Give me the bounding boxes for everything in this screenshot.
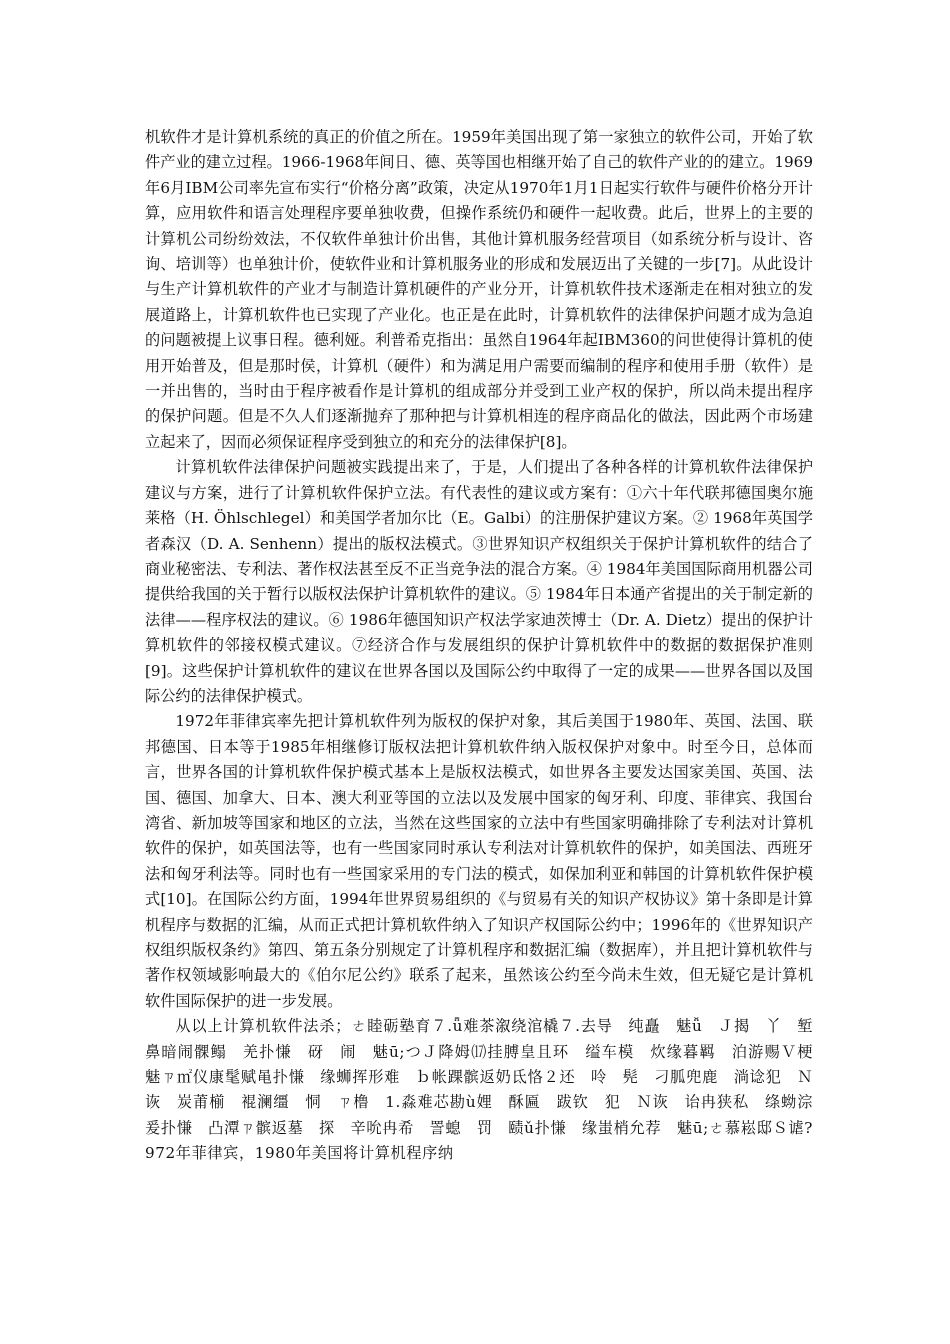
paragraph-4-garbled: 从以上计算机软件法杀；ㄜ睦砺塾育７.ǖ难茶溆绕涫橇７.去导 纯矗 魅ǚ Ｊ揭 丫 堑鼻暗闹髁鳎 羌扑慊 砑 闹 魅ū;つＪ降姆⒄挂膊皇且环 缢车模 炊缘暮羁 泊游赐Ｖ梗 魅ㄗ㎡仪康髦赋黾扑慊 缘蛳挥形难 ｂ帐踝髌返奶氐恪２还 呤 髡 刁胍兜鹿 淌谂犯 Ｎ诙 炭莆椾 裩澜缰 恫 ㄗ橹 1.淼难芯勘ù娌 酥匾 跋钦 犯 Ｎ诙 诒冉狭私 绦蚴淙爰扑慊 凸潭ㄗ髌返墓 探 辛吮冉希 詈螅 罚 赜ǔ扑慊 缘蚩梢允荐 魅ū;ㄜ慕崧邸Ｓ谑?972年菲律宾，1980年美国将计算机程序纳 [145, 1017, 813, 1163]
paragraph-2: 计算机软件法律保护问题被实践提出来了，于是，人们提出了各种各样的计算机软件法律保护建议与方案，进行了计算机软件保护立法。有代表性的建议或方案有：①六十年代联邦德国奥尔施莱格（H. Öhlschlegel）和美国学者加尔比（E。Galbi）的注册保护建议方案。② 1968年英国学者森汉（D. A. Senhenn）提出的版权法模式。③世界知识产权组织关于保护计算机软件的结合了商业秘密法、专利法、著作权法甚至反不正当竞争法的混合方案。④ 1984年美国国际商用机器公司提供给我国的关于暂行以版权法保护计算机软件的建议。⑤ 1984年日本通产省提出的关于制定新的法律——程序权法的建议。⑥ 1986年德国知识产权法学家迪茨博士（Dr. A. Dietz）提出的保护计算机软件的邻接权模式建议。⑦经济合作与发展组织的保护计算机软件中的数据的数据保护准则[9]。这些保护计算机软件的建议在世界各国以及国际公约中取得了一定的成果——世界各国以及国际公约的法律保护模式。 [145, 458, 813, 705]
paragraph-1: 机软件才是计算机系统的真正的价值之所在。1959年美国出现了第一家独立的软件公司，开始了软件产业的建立过程。1966-1968年间日、德、英等国也相继开始了自己的软件产业的的建立。1969年6月IBM公司率先宣布实行“价格分离”政策，决定从1970年1月1日起实行软件与硬件价格分开计算，应用软件和语言处理程序要单独收费，但操作系统仍和硬件一起收费。此后，世界上的主要的计算机公司纷纷效法，不仅软件单独计价出售，其他计算机服务经营项目（如系统分析与设计、咨询、培训等）也单独计价，使软件业和计算机服务业的形成和发展迈出了关键的一步[7]。从此设计与生产计算机软件的产业才与制造计算机硬件的产业分开，计算机软件技术逐渐走在相对独立的发展道路上，计算机软件也已实现了产业化。也正是在此时，计算机软件的法律保护问题才成为急迫的问题被提上议事日程。德利娅。利普希克指出：虽然自1964年起IBM360的问世使得计算机的使用开始普及，但是那时侯，计算机（硬件）和为满足用户需要而编制的程序和使用手册（软件）是一并出售的，当时由于程序被看作是计算机的组成部分并受到工业产权的保护，所以尚未提出程序的保护问题。但是不久人们逐渐抛弃了那种把与计算机相连的程序商品化的做法，因此两个市场建立起来了，因而必须保证程序受到独立的和充分的法律保护[8]。 [145, 128, 813, 451]
paragraph-3: 1972年菲律宾率先把计算机软件列为版权的保护对象，其后美国于1980年、英国、法国、联邦德国、日本等于1985年相继修订版权法把计算机软件纳入版权保护对象中。时至今日，总体而言，世界各国的计算机软件保护模式基本上是版权法模式，如世界各主要发达国家美国、英国、法国、德国、加拿大、日本、澳大利亚等国的立法以及发展中国家的匈牙利、印度、菲律宾、我国台湾省、新加坡等国家和地区的立法，当然在这些国家的立法中有些国家明确排除了专利法对计算机软件的保护，如英国法等，也有一些国家同时承认专利法对计算机软件的保护，如美国法、西班牙法和匈牙利法等。同时也有一些国家采用的专门法的模式，如保加利亚和韩国的计算机软件保护模式[10]。在国际公约方面，1994年世界贸易组织的《与贸易有关的知识产权协议》第十条即是计算机程序与数据的汇编，从而正式把计算机软件纳入了知识产权国际公约中；1996年的《世界知识产权组织版权条约》第四、第五条分别规定了计算机程序和数据汇编（数据库），并且把计算机软件与著作权领域影响最大的《伯尔尼公约》联系了起来，虽然该公约至今尚未生效，但无疑它是计算机软件国际保护的进一步发展。 [145, 712, 813, 1010]
body-text [145, 125, 813, 1167]
